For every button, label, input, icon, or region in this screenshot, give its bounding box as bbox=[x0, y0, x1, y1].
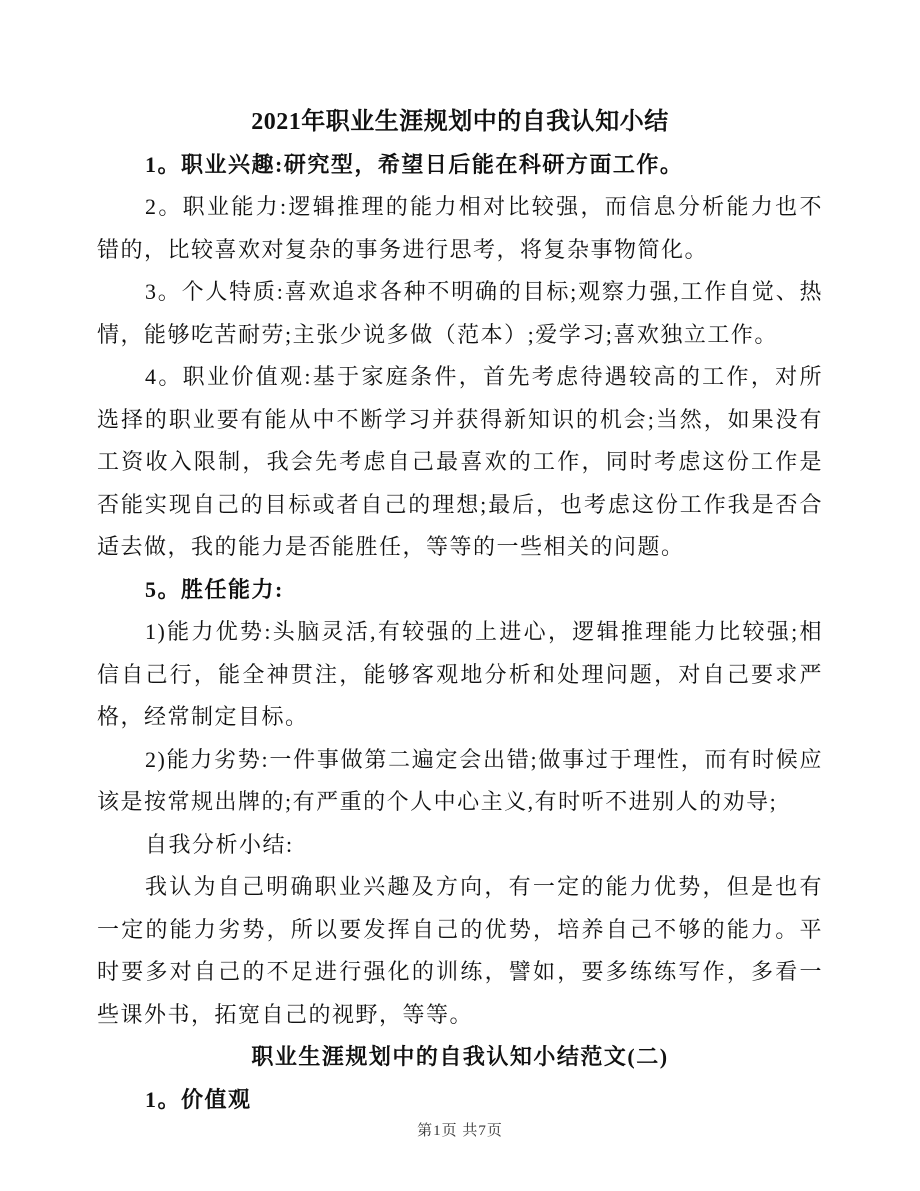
document-content bbox=[97, 101, 823, 1121]
page-number-label: 第1页 共7页 bbox=[417, 1123, 503, 1139]
paragraph-career-ability: 2。职业能力:逻辑推理的能力相对比较强，而信息分析能力也不错的，比较喜欢对复杂的事务进行思考，将复杂事物简化。 bbox=[97, 194, 823, 262]
paragraph-self-analysis: 我认为自己明确职业兴趣及方向，有一定的能力优势，但是也有一定的能力劣势，所以要发挥自己的优势，培养自己不够的能力。平时要多对自己的不足进行强化的训练，譬如，要多练练写作，多看一些课外书，拓宽自己的视野，等等。 bbox=[97, 874, 823, 1027]
paragraph-self-analysis-label: 自我分析小结: bbox=[145, 831, 294, 857]
heading-competence: 5。胜任能力: bbox=[145, 576, 284, 602]
section-title-part-two: 职业生涯规划中的自我认知小结范文(二) bbox=[251, 1044, 669, 1069]
heading-values: 1。价值观 bbox=[145, 1086, 252, 1112]
paragraph-ability-strengths: 1)能力优势:头脑灵活,有较强的上进心，逻辑推理能力比较强;相信自己行，能全神贯注，能够客观地分析和处理问题，对自己要求严格，经常制定目标。 bbox=[97, 619, 823, 729]
paragraph-personal-traits: 3。个人特质:喜欢追求各种不明确的目标;观察力强,工作自觉、热情，能够吃苦耐劳;主张少说多做（范本）;爱学习;喜欢独立工作。 bbox=[97, 279, 823, 347]
heading-career-interest: 1。职业兴趣:研究型，希望日后能在科研方面工作。 bbox=[145, 151, 684, 177]
page-footer bbox=[0, 1119, 920, 1140]
paragraph-career-values: 4。职业价值观:基于家庭条件，首先考虑待遇较高的工作，对所选择的职业要有能从中不断学习并获得新知识的机会;当然，如果没有工资收入限制，我会先考虑自己最喜欢的工作，同时考虑这份工作是否能实现自己的目标或者自己的理想;最后，也考虑这份工作我是否合适去做，我的能力是否能胜任，等等的一些相关的问题。 bbox=[97, 364, 823, 559]
paragraph-ability-weaknesses: 2)能力劣势:一件事做第二遍定会出错;做事过于理性，而有时候应该是按常规出牌的;有严重的个人中心主义,有时听不进别人的劝导; bbox=[97, 746, 823, 814]
document-title: 2021年职业生涯规划中的自我认知小结 bbox=[251, 109, 669, 135]
document-body bbox=[97, 144, 823, 1122]
